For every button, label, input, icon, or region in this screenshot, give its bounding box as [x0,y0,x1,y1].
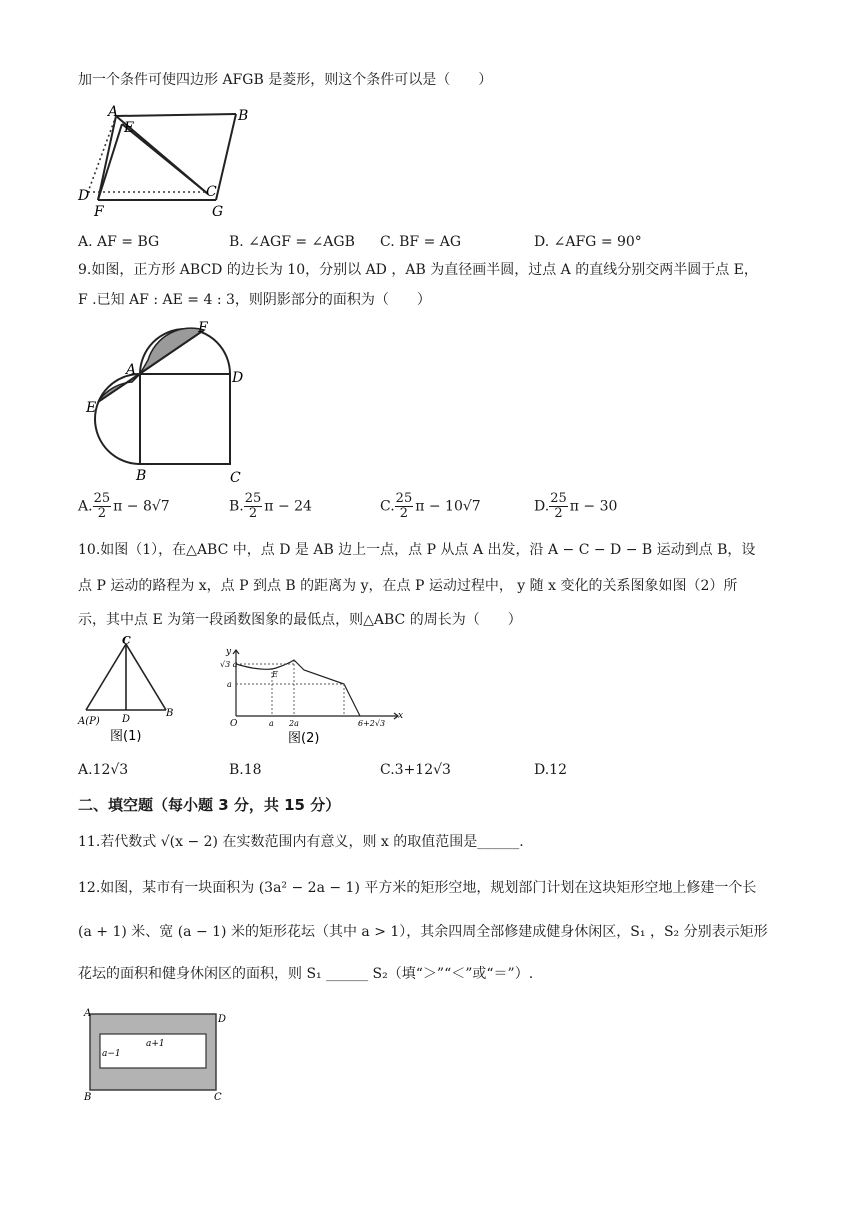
q9-option-d-prefix: D. [534,498,550,515]
q10-fig2-label-E: E [272,670,278,679]
q10-option-a[interactable]: A.12√3 [78,762,129,778]
q9-stem-line1: 9.如图，正方形 ABCD 的边长为 10，分别以 AD ，AB 为直径画半圆，过点 A 的直线分别交两半圆于点 E， [78,262,758,278]
q10-fig1-label-C: C [122,634,131,647]
q12-label-C: C [214,1092,222,1103]
q12-figure [80,1008,240,1104]
q9-option-d-num: 25 [550,491,567,506]
q10-fig2-label-O: O [230,719,238,729]
q11-stem: 11.若代数式 √(x − 2) 在实数范围内有意义，则 x 的取值范围是______. [78,834,524,850]
q12-label-B: B [84,1092,92,1103]
q10-fig2-label-y: y [226,647,232,657]
q12-label-ap1: a+1 [146,1039,165,1049]
q10-stem-line1: 10.如图（1），在△ABC 中，点 D 是 AB 边上一点，点 P 从点 A 出发，沿 A − C − D − B 运动到点 B，设 [78,542,756,558]
q12-stem-line2: (a + 1) 米、宽 (a − 1) 米的矩形花坛（其中 a > 1），其余四周全部修建成健身休闲区，S₁ ，S₂ 分别表示矩形 [78,924,768,940]
q8-label-C: C [206,184,217,200]
q9-option-a-rest: π − 8√7 [113,498,170,515]
q10-fig2-label-a-x: a [269,719,274,728]
q9-option-b-den: 2 [248,506,258,521]
q10-option-d[interactable]: D.12 [534,762,567,778]
q12-stem-line1: 12.如图，某市有一块面积为 (3a² − 2a − 1) 平方米的矩形空地，规划部门计划在这块矩形空地上修建一个长 [78,880,757,896]
q10-figure-1 [78,636,188,746]
q9-label-B: B [136,468,147,484]
q9-option-c-num: 25 [395,491,413,506]
q9-option-c-prefix: C. [380,498,395,515]
q9-label-D: D [232,370,244,386]
q10-stem-line2: 点 P 运动的路程为 x，点 P 到点 B 的距离为 y，在点 P 运动过程中， y 随 x 变化的关系图象如图（2）所 [78,578,738,594]
q10-fig2-caption: 图(2) [288,731,320,746]
q9-label-A: A [126,362,137,378]
q10-fig2-label-2a: 2a [289,719,299,728]
q8-option-b[interactable]: B. ∠AGF = ∠AGB [229,234,355,250]
q8-label-B: B [238,108,249,124]
q10-fig1-caption: 图(1) [110,729,142,744]
q9-option-b-prefix: B. [229,498,244,515]
q9-figure [80,318,250,486]
q8-option-d[interactable]: D. ∠AFG = 90° [534,234,642,250]
q10-fig2-label-x: x [398,711,404,721]
q12-label-A: A [84,1008,92,1019]
q8-label-G: G [212,204,224,220]
q10-option-c[interactable]: C.3+12√3 [380,762,451,778]
q10-fig1-label-AP: A(P) [78,716,100,727]
q9-option-d-den: 2 [554,506,563,521]
q9-option-c-rest: π − 10√7 [415,498,481,515]
q8-label-E: E [124,120,135,136]
q9-option-a-num: 25 [93,491,111,506]
q10-fig2-label-sqrt3a: √3 a [220,660,238,669]
q12-label-D: D [218,1014,227,1025]
q9-option-d-rest: π − 30 [569,498,618,515]
q8-option-a[interactable]: A. AF = BG [78,234,160,250]
q9-stem-line2: F .已知 AF : AE = 4 : 3，则阴影部分的面积为（ ） [78,292,431,308]
q9-option-b-num: 25 [244,491,262,506]
q9-option-b-rest: π − 24 [264,498,312,515]
q12-label-am1: a−1 [102,1049,121,1059]
q9-option-c-den: 2 [399,506,409,521]
q10-fig2-label-end: 6+2√3 [358,719,386,728]
q8-label-D: D [78,188,90,204]
q8-stem: 加一个条件可使四边形 AFGB 是菱形，则这个条件可以是（ ） [78,72,493,88]
q8-label-A: A [108,104,119,120]
q8-label-F: F [94,204,104,220]
q10-fig2-label-a-y: a [227,680,232,689]
q9-label-E: E [86,400,97,416]
q9-label-F: F [198,320,208,336]
q9-option-d[interactable] [534,492,617,521]
q9-option-a-prefix: A. [78,498,93,515]
q10-figure-2 [218,646,408,748]
q9-label-C: C [230,470,241,486]
q9-option-a-den: 2 [97,506,106,521]
q10-stem-line3: 示，其中点 E 为第一段函数图象的最低点，则△ABC 的周长为（ ） [78,612,522,628]
q8-option-c[interactable]: C. BF = AG [380,234,462,250]
q10-fig1-label-B: B [166,708,174,719]
q9-option-b[interactable] [229,492,312,521]
q10-fig1-label-D: D [122,714,131,725]
q10-option-b[interactable]: B.18 [229,762,262,778]
q9-option-a[interactable] [78,492,170,521]
section-fill-in-title: 二、填空题（每小题 3 分，共 15 分） [78,796,341,814]
q9-option-c[interactable] [380,492,481,521]
q8-figure [78,104,258,220]
q12-stem-line3: 花坛的面积和健身休闲区的面积，则 S₁ ______ S₂（填“＞”“＜”或“＝”）. [78,966,534,982]
